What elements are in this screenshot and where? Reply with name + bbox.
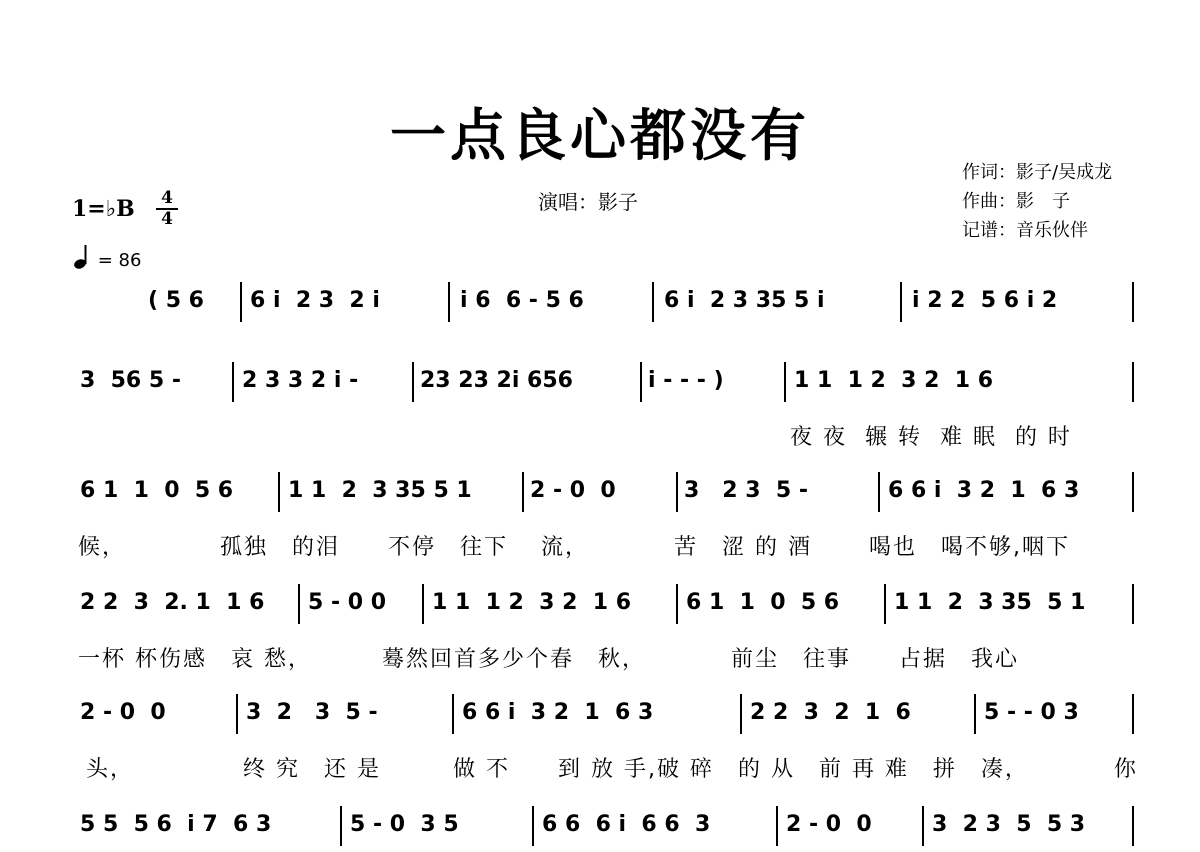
measure: i 2 2 5 6 i 2 xyxy=(912,288,1058,313)
bar-line xyxy=(640,362,642,402)
bar-line xyxy=(1132,584,1134,624)
measure: 23 23 2i 656 xyxy=(420,368,573,393)
measure: 5 - - 0 3 xyxy=(984,700,1079,725)
measure: 3 56 5 - xyxy=(80,368,181,393)
bar-line xyxy=(740,694,742,734)
measure: 3 2 3 5 5 3 xyxy=(932,812,1086,837)
bar-line xyxy=(236,694,238,734)
measure: 6 1 1 0 5 6 xyxy=(80,478,234,503)
measure: 1 1 1 2 3 2 1 6 xyxy=(794,368,994,393)
notation-row xyxy=(0,700,1200,740)
bar-line xyxy=(232,362,234,402)
bar-line xyxy=(298,584,300,624)
lyric-line: 夜 夜 辗 转 难 眠 的 时 xyxy=(790,425,1072,450)
measure: 6 6 6 i 6 6 3 xyxy=(542,812,711,837)
measure: 2 - 0 0 xyxy=(80,700,166,725)
measure: 5 5 5 6 i 7 6 3 xyxy=(80,812,272,837)
bar-line xyxy=(1132,694,1134,734)
bar-line xyxy=(278,472,280,512)
measure: 2 2 3 2 1 6 xyxy=(750,700,911,725)
measure: 3 2 3 5 - xyxy=(246,700,378,725)
notation-row xyxy=(0,478,1200,518)
bar-line xyxy=(974,694,976,734)
notation-row xyxy=(0,288,1200,328)
bar-line xyxy=(532,806,534,846)
measure: 1 1 1 2 3 2 1 6 xyxy=(432,590,632,615)
measure: 1 1 2 3 35 5 1 xyxy=(288,478,472,503)
bar-line xyxy=(412,362,414,402)
notation-row xyxy=(0,590,1200,630)
bar-line xyxy=(522,472,524,512)
tempo-value: = 86 xyxy=(97,250,142,271)
time-signature-bottom: 4 xyxy=(161,209,173,229)
bar-line xyxy=(452,694,454,734)
tempo-marking xyxy=(74,244,141,271)
lyric-row xyxy=(0,752,1200,792)
bar-line xyxy=(1132,806,1134,846)
bar-line xyxy=(900,282,902,322)
measure: 5 - 0 3 5 xyxy=(350,812,459,837)
bar-line xyxy=(1132,282,1134,322)
lyric-row xyxy=(0,530,1200,570)
measure: 5 - 0 0 xyxy=(308,590,387,615)
bar-line xyxy=(884,584,886,624)
time-signature-top: 4 xyxy=(161,188,173,208)
bar-line xyxy=(878,472,880,512)
lyric-line: 候， 孤独 的泪 不停 往下 流， 苦 涩 的 酒 喝也 喝不够,咽下 xyxy=(78,535,1070,560)
bar-line xyxy=(922,806,924,846)
measure: 6 1 1 0 5 6 xyxy=(686,590,840,615)
time-signature xyxy=(156,190,178,228)
measure: 6 i 2 3 2 i xyxy=(250,288,380,313)
bar-line xyxy=(784,362,786,402)
transcriber-credit: 记谱：音乐伙伴 xyxy=(962,220,1088,241)
lyric-line: 一杯 杯伤感 哀 愁， 蓦然回首多少个春 秋， 前尘 往事 占据 我心 xyxy=(78,647,1019,672)
bar-line xyxy=(652,282,654,322)
measure: 6 i 2 3 35 5 i xyxy=(664,288,825,313)
quarter-note-icon xyxy=(74,244,92,268)
measure: 2 - 0 0 xyxy=(530,478,616,503)
song-title: 一点良心都没有 xyxy=(390,103,810,169)
measure: 6 6 i 3 2 1 6 3 xyxy=(462,700,654,725)
notation-row xyxy=(0,368,1200,408)
measure: 2 - 0 0 xyxy=(786,812,872,837)
bar-line xyxy=(422,584,424,624)
bar-line xyxy=(448,282,450,322)
notation-row xyxy=(0,812,1200,852)
bar-line xyxy=(1132,472,1134,512)
bar-line xyxy=(340,806,342,846)
bar-line xyxy=(776,806,778,846)
lyricist-credit: 作词：影子/吴成龙 xyxy=(962,162,1113,183)
bar-line xyxy=(1132,362,1134,402)
measure: 2 3 3 2 i - xyxy=(242,368,359,393)
lyric-row xyxy=(0,642,1200,682)
singer-credit: 演唱：影子 xyxy=(538,190,638,214)
lyric-line: 头， 终 究 还 是 做 不 到 放 手,破 碎 的 从 前 再 难 拼 凑， 你 xyxy=(86,757,1138,782)
key-signature: 1=♭B xyxy=(72,196,135,222)
measure: ( 5 6 xyxy=(148,288,204,313)
measure: 2 2 3 2. 1 1 6 xyxy=(80,590,265,615)
measure: i - - - ) xyxy=(648,368,724,393)
measure: 3 2 3 5 - xyxy=(684,478,808,503)
composer-credit: 作曲：影 子 xyxy=(962,191,1070,212)
lyric-row xyxy=(0,420,1200,460)
bar-line xyxy=(676,472,678,512)
bar-line xyxy=(676,584,678,624)
measure: 1 1 2 3 35 5 1 xyxy=(894,590,1086,615)
bar-line xyxy=(240,282,242,322)
measure: 6 6 i 3 2 1 6 3 xyxy=(888,478,1080,503)
measure: i 6 6 - 5 6 xyxy=(460,288,584,313)
credits-block xyxy=(962,158,1112,245)
